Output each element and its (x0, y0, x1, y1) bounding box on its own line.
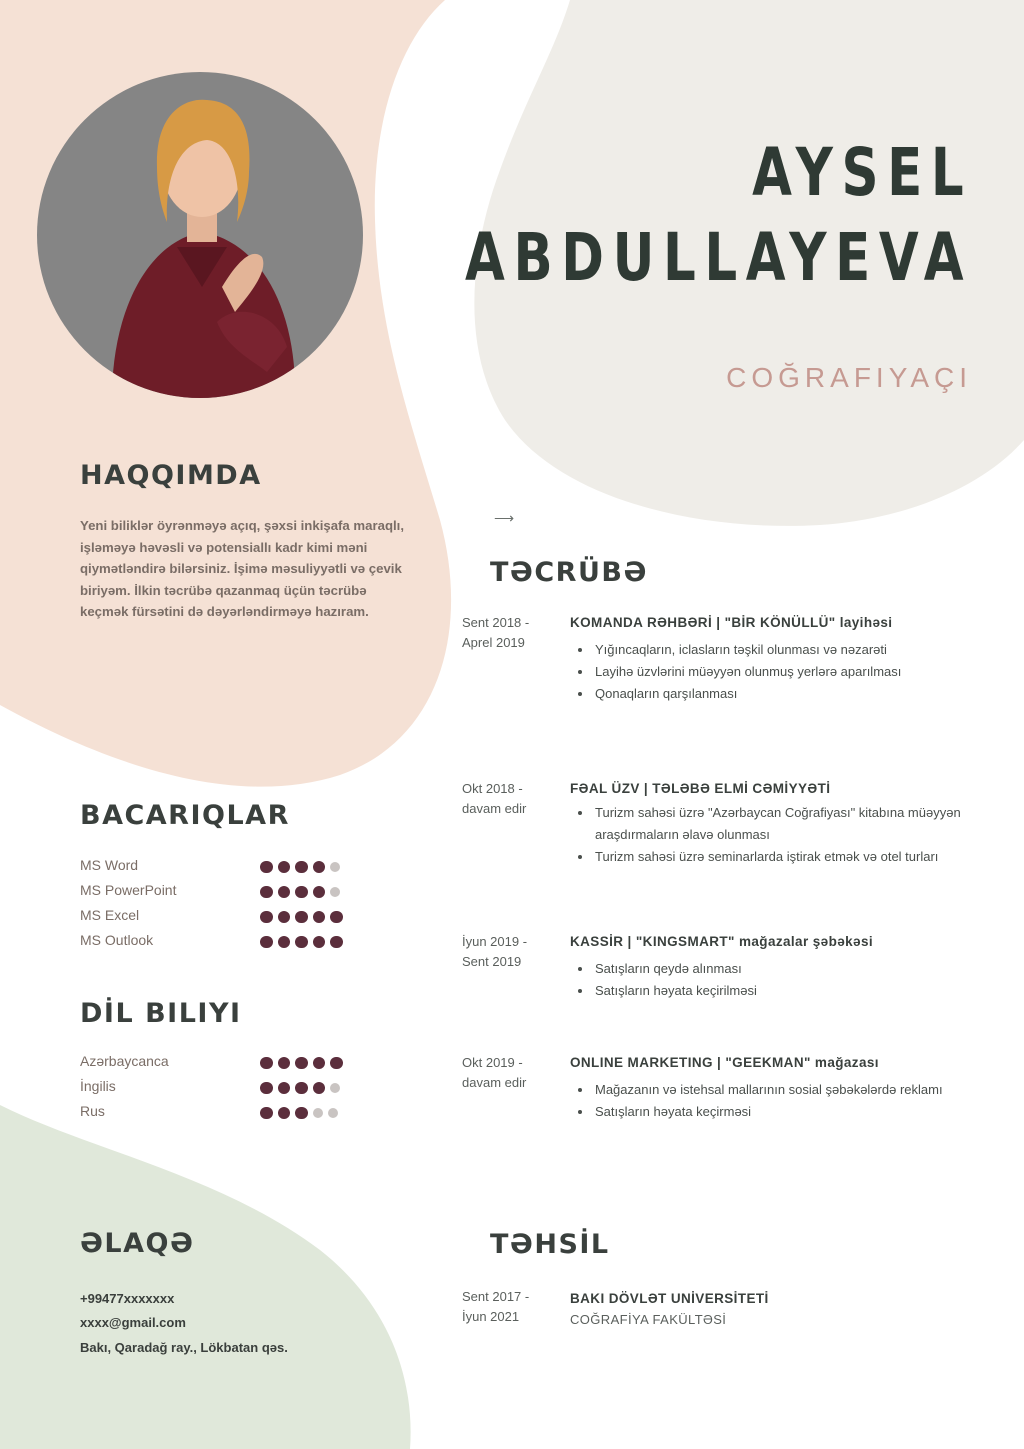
rating-row (80, 1078, 350, 1100)
faculty-name: COĞRAFİYA FAKÜLTƏSİ (570, 1312, 727, 1327)
bullet-item: • Layihə üzvlərini müəyyən olunmuş yerlərə aparılması (593, 661, 980, 683)
rating-dot-filled (278, 886, 291, 899)
rating-dot-filled (295, 911, 308, 924)
rating-dot-filled (313, 1082, 326, 1095)
skills-heading: BACARIQLAR (80, 800, 290, 831)
first-name: AYSEL (751, 134, 972, 211)
experience-title: KOMANDA RƏHBƏRİ | "BİR KÖNÜLLÜ" layihəsi (570, 615, 893, 630)
bullet-item: • Yığıncaqların, iclasların təşkil olunması və nəzarəti (593, 639, 980, 661)
rating-dot-filled (295, 936, 308, 949)
rating-dot-empty (330, 887, 340, 897)
experience-bullets (570, 958, 980, 1002)
rating-label: İngilis (80, 1078, 116, 1094)
date-from: Okt 2019 - (462, 1055, 523, 1070)
rating-dot-filled (313, 936, 326, 949)
experience-date (462, 1053, 562, 1093)
experience-title: KASSİR | "KINGSMART" mağazalar şəbəkəsi (570, 934, 874, 949)
experience-item (570, 932, 980, 1002)
rating-dot-filled (295, 861, 308, 874)
contact-address: Bakı, Qaradağ ray., Lökbatan qəs. (80, 1340, 288, 1355)
contact-email: xxxx@gmail.com (80, 1315, 186, 1330)
rating-dot-filled (313, 911, 326, 924)
rating-dot-filled (260, 886, 273, 899)
rating-dot-filled (278, 1057, 291, 1070)
last-name: ABDULLAYEVA (464, 219, 972, 296)
rating-dot-filled (278, 936, 291, 949)
bullet-item: • Turizm sahəsi üzrə seminarlarda iştirak etmək və otel turları (593, 846, 980, 868)
person-illustration (37, 72, 363, 398)
rating-dot-filled (260, 1082, 273, 1095)
rating-row (80, 1103, 350, 1125)
bullet-item: • Satışların həyata keçirməsi (593, 1101, 980, 1123)
rating-dot-filled (278, 911, 291, 924)
date-to: Sent 2019 (462, 954, 522, 969)
experience-bullets (570, 639, 980, 705)
bullet-item: • Qonaqların qarşılanması (593, 683, 980, 705)
rating-label: Rus (80, 1103, 105, 1119)
education-date (462, 1287, 562, 1327)
rating-dots (260, 935, 348, 948)
rating-dot-empty (330, 1083, 340, 1093)
rating-dot-filled (260, 911, 273, 924)
rating-dots (260, 885, 345, 898)
bullet-item: • Turizm sahəsi üzrə "Azərbaycan Coğrafiyası" kitabına müəyyən araşdırmaların əlavə olunması (593, 802, 980, 846)
experience-date (462, 613, 562, 653)
rating-label: Azərbaycanca (80, 1053, 169, 1069)
date-to: davam edir (462, 1075, 527, 1090)
rating-row (80, 907, 350, 929)
rating-dot-filled (295, 1107, 308, 1120)
rating-dot-empty (330, 862, 340, 872)
rating-label: MS Word (80, 857, 139, 873)
about-text: Yeni biliklər öyrənməyə açıq, şəxsi inkişafa maraqlı, işləməyə həvəsli və potensiallı kadr kimi məni qiymətləndirə bilərsiniz. İşimə məsuliyyətli və çevik biriyəm. İlkin təcrübə qazanmaq üçün təcrübə keçmək fürsətini də dəyərləndirməyə hazıram. (80, 518, 404, 620)
rating-row (80, 882, 350, 904)
bullet-item: • Satışların həyata keçirilməsi (593, 980, 980, 1002)
rating-dot-filled (330, 936, 343, 949)
experience-date (462, 779, 562, 819)
rating-dot-filled (313, 1057, 326, 1070)
rating-dot-filled (330, 911, 343, 924)
date-from: İyun 2019 - (462, 934, 528, 949)
rating-dot-filled (260, 936, 273, 949)
about-heading: HAQQIMDA (80, 460, 262, 491)
date-to: İyun 2021 (462, 1309, 520, 1324)
rating-dot-filled (260, 1107, 273, 1120)
date-from: Sent 2018 - (462, 615, 530, 630)
rating-dot-filled (295, 1082, 308, 1095)
rating-row (80, 932, 350, 954)
date-to: davam edir (462, 801, 527, 816)
experience-heading: TƏCRÜBƏ (490, 557, 648, 588)
rating-dot-filled (295, 1057, 308, 1070)
bullet-item: • Satışların qeydə alınması (593, 958, 980, 980)
rating-dot-filled (313, 886, 326, 899)
rating-dots (260, 1081, 345, 1094)
job-role: COĞRAFIYAÇI (726, 362, 972, 393)
rating-dot-filled (278, 861, 291, 874)
experience-bullets (570, 1079, 980, 1123)
date-from: Okt 2018 - (462, 781, 523, 796)
rating-dot-filled (260, 1057, 273, 1070)
rating-dot-filled (313, 861, 326, 874)
rating-dot-empty (328, 1108, 338, 1118)
rating-dots (260, 910, 348, 923)
rating-dots (260, 860, 345, 873)
experience-title: ONLINE MARKETING | "GEEKMAN" mağazası (570, 1055, 879, 1070)
rating-dot-filled (295, 886, 308, 899)
arrow-icon: ⟶ (494, 510, 515, 526)
date-from: Sent 2017 - (462, 1289, 530, 1304)
rating-label: MS PowerPoint (80, 882, 177, 898)
experience-item (570, 1053, 980, 1123)
rating-row (80, 1053, 350, 1075)
rating-dot-filled (260, 861, 273, 874)
education-heading: TƏHSİL (490, 1229, 610, 1260)
rating-dots (260, 1056, 348, 1069)
experience-date (462, 932, 562, 972)
date-to: Aprel 2019 (462, 635, 525, 650)
sage-blob (0, 1105, 411, 1449)
languages-heading: DİL BILIYI (80, 998, 242, 1029)
experience-title: FƏAL ÜZV | TƏLƏBƏ ELMİ CƏMİYYƏTİ (570, 781, 831, 796)
rating-row (80, 857, 350, 879)
contact-phone: +99477xxxxxxx (80, 1291, 175, 1306)
rating-dot-empty (313, 1108, 323, 1118)
experience-item (570, 613, 980, 705)
rating-dot-filled (278, 1082, 291, 1095)
rating-dot-filled (330, 1057, 343, 1070)
rating-label: MS Excel (80, 907, 140, 923)
rating-dot-filled (278, 1107, 291, 1120)
bullet-item: • Mağazanın və istehsal mallarının sosial şəbəkələrdə reklamı (593, 1079, 980, 1101)
profile-photo (37, 72, 363, 398)
school-name: BAKI DÖVLƏT UNİVERSİTETİ (570, 1291, 769, 1306)
rating-label: MS Outlook (80, 932, 154, 948)
experience-bullets (570, 802, 980, 868)
contact-heading: ƏLAQƏ (80, 1228, 195, 1259)
rating-dots (260, 1106, 343, 1119)
experience-item (570, 779, 980, 868)
education-item (570, 1289, 980, 1331)
